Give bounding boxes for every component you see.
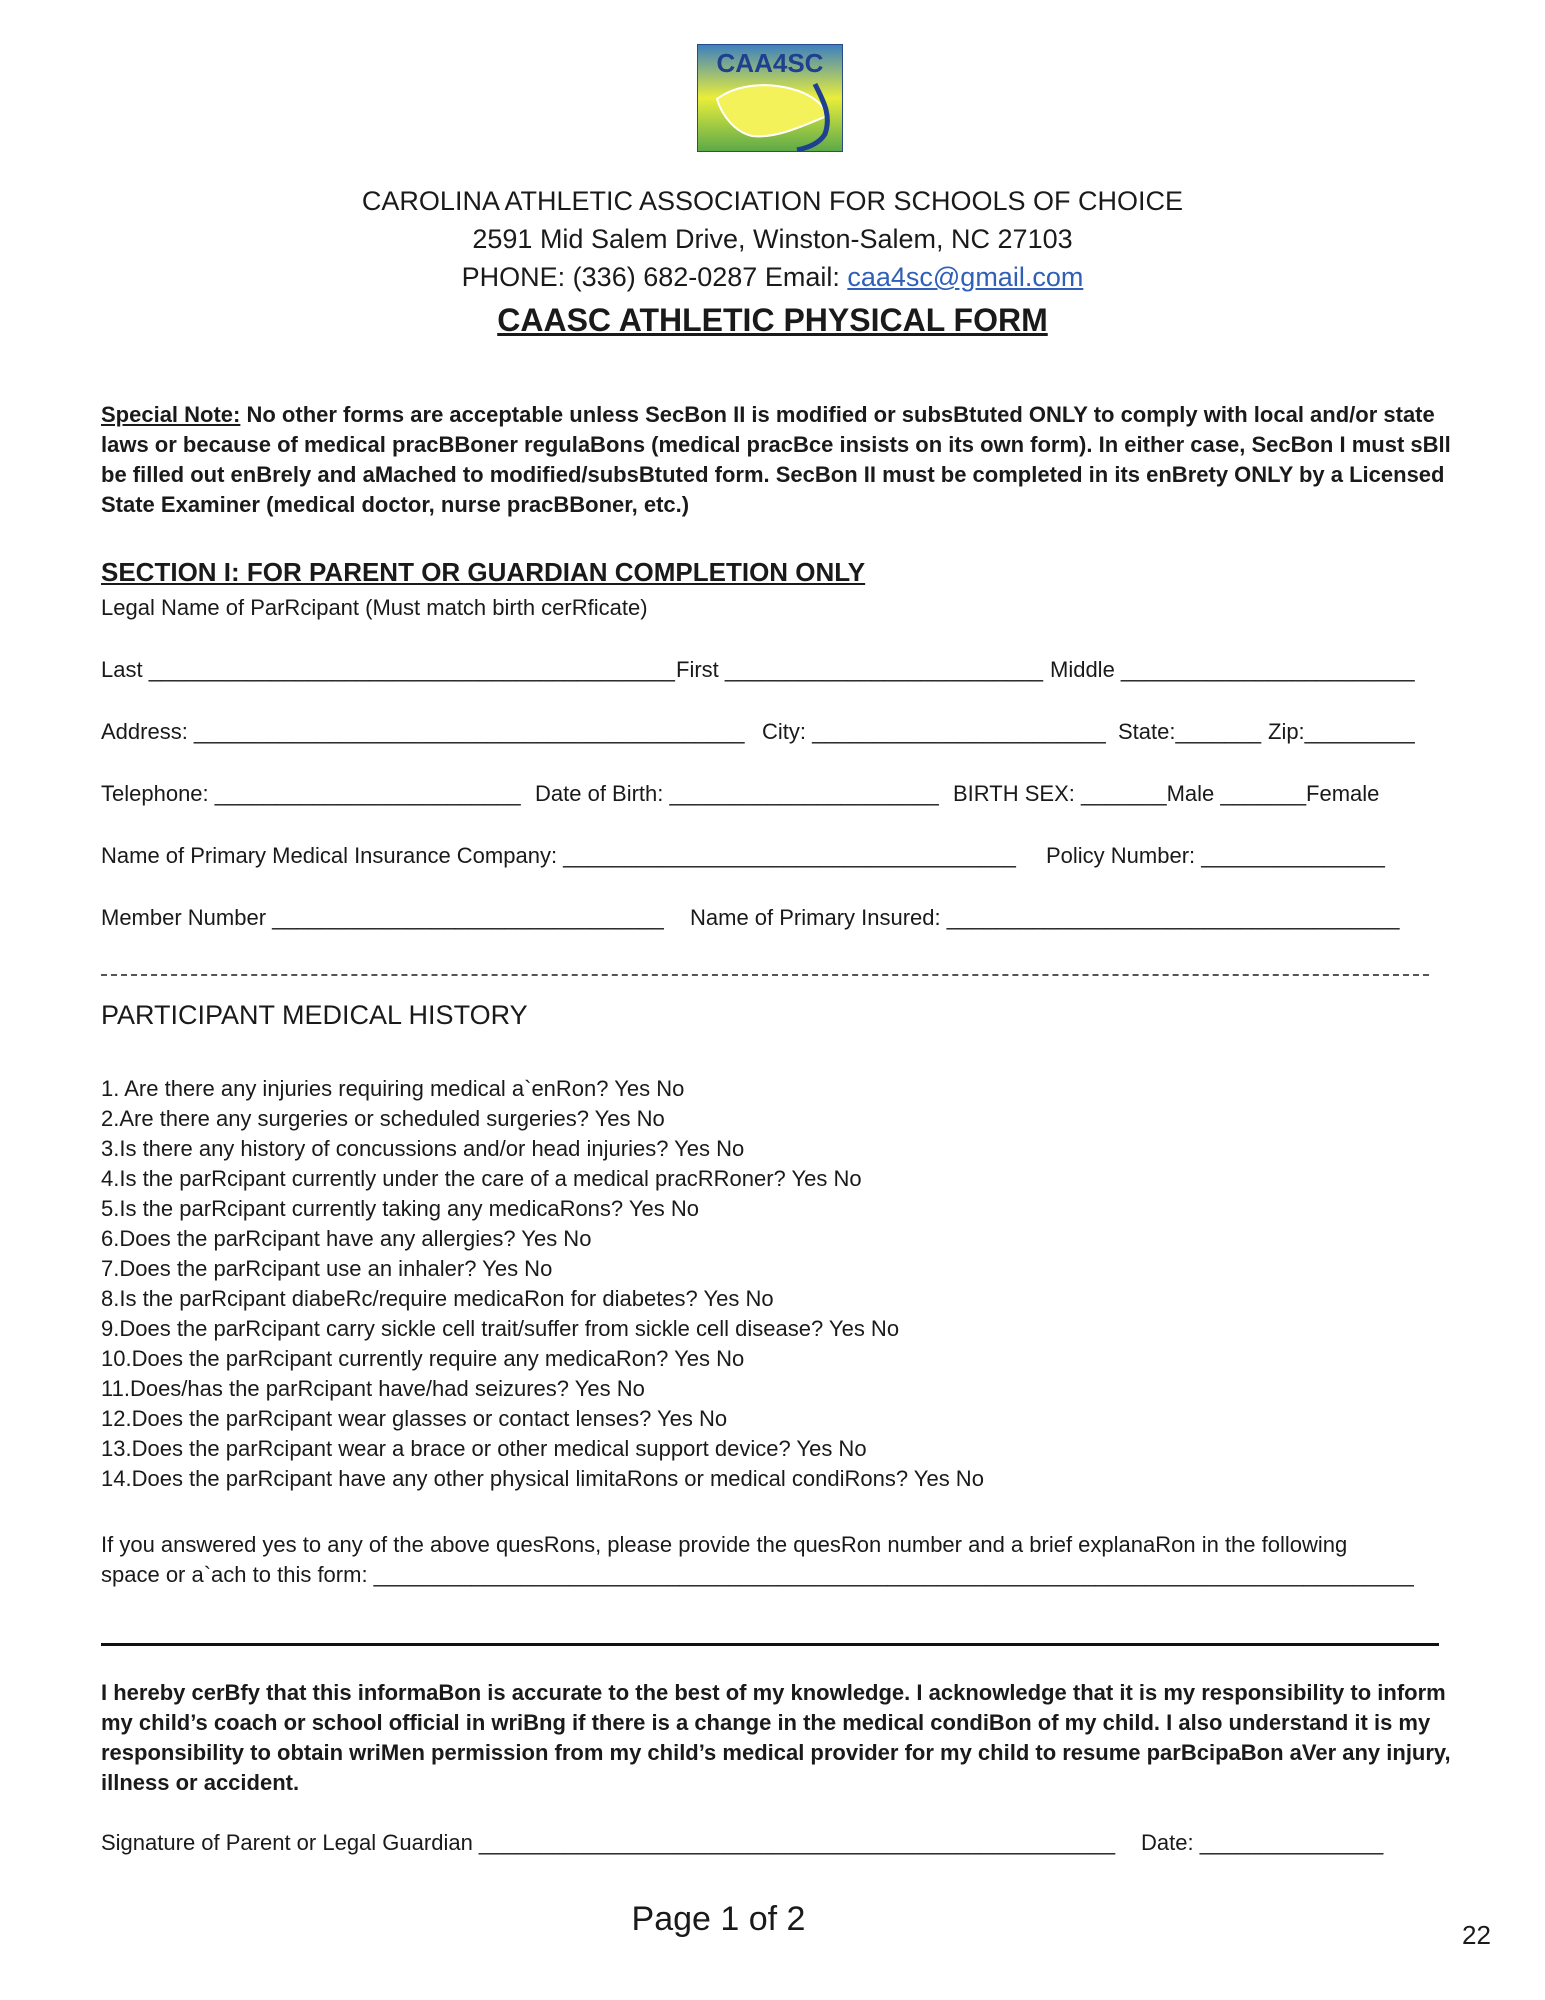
- question-14[interactable]: 14.Does the parRcipant have any other physical limitaRons or medical condiRons? Yes No: [101, 1466, 984, 1491]
- member-number-field[interactable]: Member Number ________________________________: [101, 905, 664, 930]
- question-13[interactable]: 13.Does the parRcipant wear a brace or other medical support device? Yes No: [101, 1436, 867, 1461]
- last-name-field[interactable]: Last ___________________________________________: [101, 657, 675, 682]
- question-10[interactable]: 10.Does the parRcipant currently require any medicaRon? Yes No: [101, 1346, 745, 1371]
- section1-title: SECTION I: FOR PARENT OR GUARDIAN COMPLETION ONLY: [101, 557, 866, 587]
- birth-sex-field[interactable]: BIRTH SEX: _______Male _______Female: [953, 781, 1380, 806]
- telephone-field[interactable]: Telephone: _________________________: [101, 781, 521, 806]
- zip-field[interactable]: Zip:_________: [1268, 719, 1415, 744]
- question-3[interactable]: 3.Is there any history of concussions and/or head injuries? Yes No: [101, 1136, 745, 1161]
- explanation-field[interactable]: space or a`ach to this form: _____________________________________________________________________________________: [101, 1562, 1414, 1587]
- signature-date-field[interactable]: Date: _______________: [1141, 1830, 1384, 1855]
- special-note-text: No other forms are acceptable unless SecBon II is modified or subsBtuted ONLY to comply with local and/or state laws or because of medical pracBBoner regulaBons (medical pracBce insists on its own form). In either case, SecBon I must sBll be filled out enBrely and aMached to modified/subsBtuted form. SecBon II must be completed in its enBrety ONLY by a Licensed State Examiner (medical doctor, nurse pracBBoner, etc.): [101, 402, 1451, 517]
- certification-statement: I hereby cerBfy that this informaBon is accurate to the best of my knowledge. I acknowledge that it is my responsibility to inform my child’s coach or school official in wriBng if there is a change in the medical condiBon of my child. I also understand it is my responsibility to obtain wriMen permission from my child’s medical provider for my child to resume parBcipaBon aVer any injury, illness or accident.: [101, 1680, 1451, 1795]
- first-name-field[interactable]: First __________________________: [676, 657, 1043, 682]
- phone-label: PHONE: (336) 682-0287 Email:: [461, 262, 848, 292]
- caa4sc-logo: [697, 44, 843, 152]
- form-title: CAASC ATHLETIC PHYSICAL FORM: [497, 302, 1048, 338]
- insurance-company-field[interactable]: Name of Primary Medical Insurance Company: _____________________________________: [101, 843, 1016, 868]
- dob-field[interactable]: Date of Birth: ______________________: [535, 781, 939, 806]
- dashed-divider: [101, 974, 1429, 976]
- special-note: [101, 400, 1451, 520]
- question-2[interactable]: 2.Are there any surgeries or scheduled surgeries? Yes No: [101, 1106, 665, 1131]
- org-contact: [0, 258, 1545, 296]
- question-list: [101, 1074, 984, 1494]
- email-link[interactable]: caa4sc@gmail.com: [847, 262, 1084, 292]
- question-6[interactable]: 6.Does the parRcipant have any allergies? Yes No: [101, 1226, 592, 1251]
- address-field[interactable]: Address: _____________________________________________: [101, 719, 745, 744]
- primary-insured-field[interactable]: Name of Primary Insured: _____________________________________: [690, 905, 1400, 930]
- special-note-label: Special Note:: [101, 402, 241, 427]
- question-7[interactable]: 7.Does the parRcipant use an inhaler? Yes No: [101, 1256, 553, 1281]
- question-4[interactable]: 4.Is the parRcipant currently under the care of a medical pracRRoner? Yes No: [101, 1166, 862, 1191]
- section1-subtitle: Legal Name of ParRcipant (Must match birth cerRficate): [101, 595, 648, 620]
- explanation-prompt: If you answered yes to any of the above quesRons, please provide the quesRon number and a brief explanaRon in the following: [101, 1532, 1348, 1557]
- page-number: Page 1 of 2: [631, 1900, 806, 1938]
- signature-field[interactable]: Signature of Parent or Legal Guardian ____________________________________________________: [101, 1830, 1116, 1855]
- policy-number-field[interactable]: Policy Number: _______________: [1046, 843, 1385, 868]
- org-name: CAROLINA ATHLETIC ASSOCIATION FOR SCHOOLS OF CHOICE: [361, 186, 1184, 216]
- state-field[interactable]: State:_______: [1118, 719, 1262, 744]
- corner-number: 22: [1462, 1920, 1491, 1950]
- question-8[interactable]: 8.Is the parRcipant diabeRc/require medicaRon for diabetes? Yes No: [101, 1286, 774, 1311]
- question-9[interactable]: 9.Does the parRcipant carry sickle cell trait/suffer from sickle cell disease? Yes No: [101, 1316, 900, 1341]
- section-divider: [101, 1643, 1439, 1646]
- question-5[interactable]: 5.Is the parRcipant currently taking any medicaRons? Yes No: [101, 1196, 699, 1221]
- middle-name-field[interactable]: Middle ________________________: [1050, 657, 1415, 682]
- question-1[interactable]: 1. Are there any injuries requiring medical a`enRon? Yes No: [101, 1076, 685, 1101]
- medical-history-heading: PARTICIPANT MEDICAL HISTORY: [101, 1000, 528, 1030]
- city-field[interactable]: City: ________________________: [762, 719, 1106, 744]
- org-address: 2591 Mid Salem Drive, Winston-Salem, NC 27103: [472, 224, 1073, 254]
- logo-text: CAA4SC: [716, 48, 824, 78]
- question-11[interactable]: 11.Does/has the parRcipant have/had seizures? Yes No: [101, 1376, 645, 1401]
- question-12[interactable]: 12.Does the parRcipant wear glasses or contact lenses? Yes No: [101, 1406, 728, 1431]
